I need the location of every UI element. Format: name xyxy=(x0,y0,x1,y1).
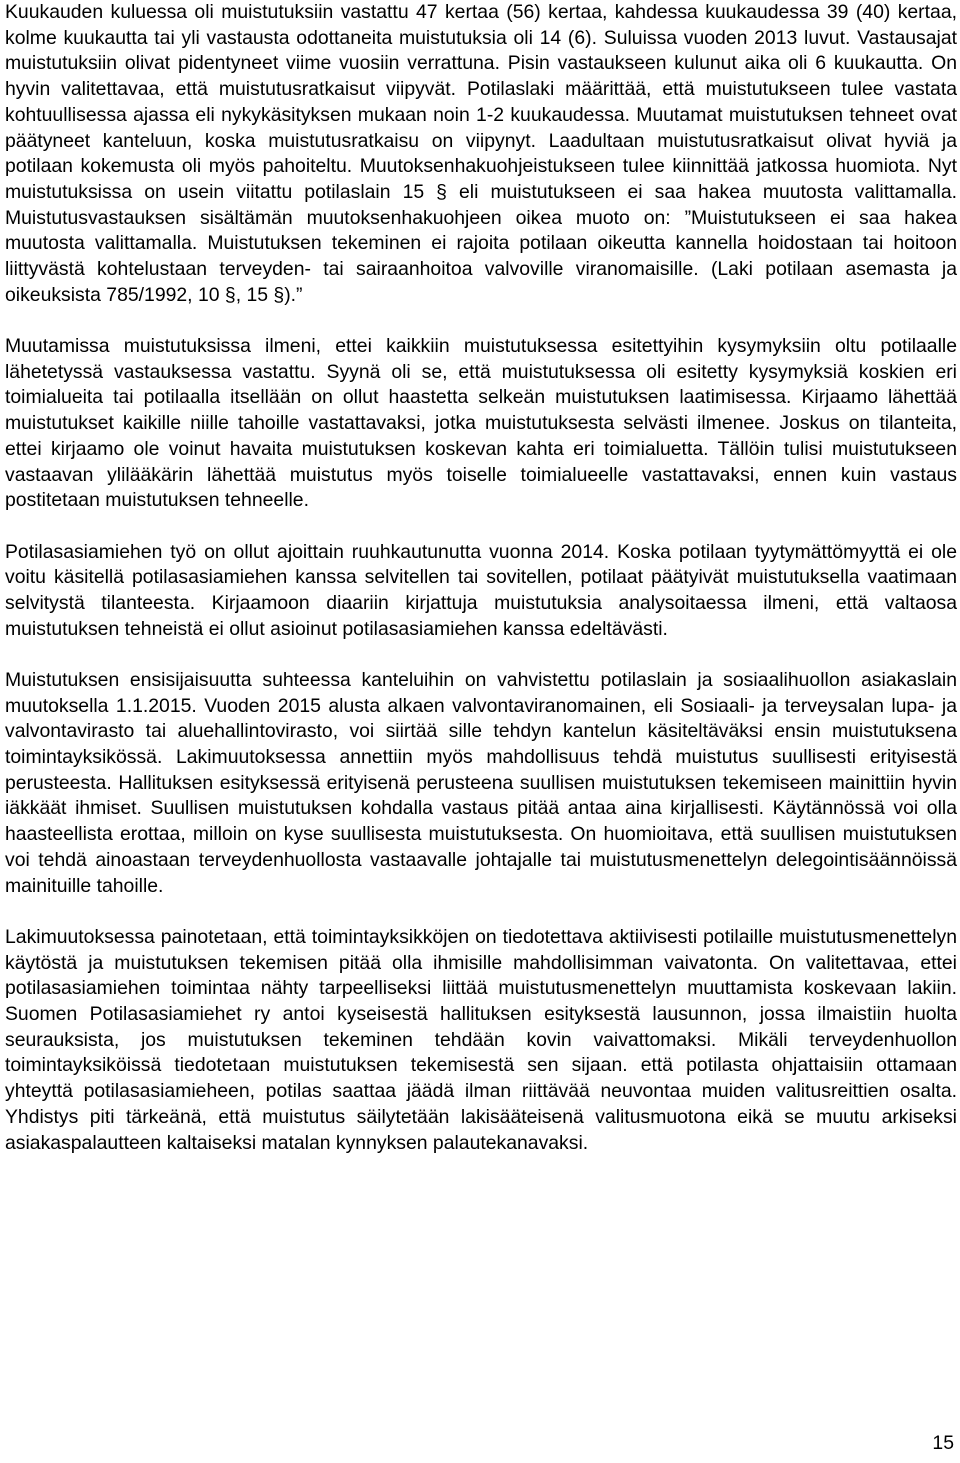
document-body xyxy=(5,0,957,1156)
paragraph-unanswered-questions: Muutamissa muistutuksissa ilmeni, ettei kaikkiin muistutuksessa esitettyihin kysymyksiin oltu potilaalle lähetetyssä vastauksessa vastattu. Syynä oli se, että muistutuksessa oli esitetty kysymyksiä koskien eri toimialueita tai potilaalla itsellään on ollut haastetta selkeän muistutuksen laatimisessa. Kirjaamo lähettää muistutukset kaikille niille tahoille vastattavaksi, jotka muistutuksesta selvästi ilmenee. Joskus on tilanteita, ettei kirjaamo ole voinut havaita muistutuksen koskevan kahta eri toimialuetta. Tällöin tulisi muistutukseen vastaavan ylilääkärin lähettää muistutus myös toiselle toimialueelle vastattavaksi, ennen kuin vastaus postitetaan muistutuksen tehneelle. xyxy=(5,335,957,512)
page-number: 15 xyxy=(932,1432,954,1454)
paragraph-patient-ombudsman-workload: Potilasasiamiehen työ on ollut ajoittain ruuhkautunutta vuonna 2014. Koska potilaan tyytymättömyyttä ei ole voitu käsitellä potilasasiamiehen kanssa selvitellen tai sovitellen, potilaat päätyivät muistutuksella vaatimaan selvitystä tilanteesta. Kirjaamoon diaariin kirjattuja muistutuksia analysoitaessa ilmeni, että valtaosa muistutuksen tehneistä ei ollut asioinut potilasasiamiehen kanssa edeltävästi. xyxy=(5,540,957,640)
paragraph-response-times: Kuukauden kuluessa oli muistutuksiin vastattu 47 kertaa (56) kertaa, kahdessa kuukaudessa 39 (40) kertaa, kolme kuukautta tai yli vastausta odottaneita muistutuksia oli 14 (6). Suluissa vuoden 2013 luvut. Vastausajat muistutuksiin olivat pidentyneet viime vuosiin verrattuna. Pisin vastaukseen kulunut aika oli 6 kuukautta. On hyvin valitettavaa, että muistutusratkaisut viipyvät. Potilaslaki määrittää, että muistutukseen tulee vastata kohtuullisessa ajassa eli nykykäsityksen mukaan noin 1-2 kuukaudessa. Muutamat muistutuksen tehneet ovat päätyneet kanteluun, koska muistutusratkaisu on viipynyt. Laadultaan muistutusratkaisut olivat hyviä ja potilaan kokemusta oli myös pahoiteltu. Muutoksenhakuohjeistukseen tulee kiinnittää jatkossa huomiota. Nyt muistutuksissa on usein viitattu potilaslain 15 § eli muistutukseen ei saa hakea muutosta valittamalla. Muistutusvastauksen sisältämän muutoksenhakuohjeen oikea muoto on: ”Muistutukseen ei saa hakea muutosta valittamalla. Muistutuksen tekeminen ei rajoita potilaan oikeutta kannella hoidostaan tai hoitoon liittyvästä kohtelustaan terveyden- tai sairaanhoitoa valvoville viranomaisille. (Laki potilaan asemasta ja oikeuksista 785/1992, 10 §, 15 §).” xyxy=(5,1,957,306)
paragraph-law-emphasis: Lakimuutoksessa painotetaan, että toimintayksikköjen on tiedotettava aktiivisesti potilaille muistutusmenettelyn käytöstä ja muistutuksen tekemisen pitää olla ihmisille mahdollisimman vaivatonta. On valitettavaa, ettei potilasasiamiehen toimintaa nähty tarpeelliseksi liittää muistutusmenettelyn muuttamista koskevaan lakiin. Suomen Potilasasiamiehet ry antoi kyseisestä hallituksen esityksestä lausunnon, jossa ilmaistiin huolta seurauksista, jos muistutuksen tekeminen tehdään kovin vaivattomaksi. Mikäli terveydenhuollon toimintayksiköissä tiedotetaan muistutuksen tekemisestä sen sijaan. että potilasta ohjattaisiin ottamaan yhteyttä potilasasiamieheen, potilas saattaa jäädä ilman riittävää neuvontaa muiden valitusreittien osalta. Yhdistys piti tärkeänä, että muistutus säilytetään lakisääteisenä valitusmuotona eikä se muutu arkiseksi asiakaspalautteen kaltaiseksi matalan kynnyksen palautekanavaksi. xyxy=(5,925,957,1154)
paragraph-law-amendment: Muistutuksen ensisijaisuutta suhteessa kanteluihin on vahvistettu potilaslain ja sosiaalihuollon asiakaslain muutoksella 1.1.2015. Vuoden 2015 alusta alkaen valvontaviranomainen, eli Sosiaali- ja terveysalan lupa- ja valvontavirasto tai aluehallintovirasto, voi siirtää sille tehdyn kantelun käsiteltäväksi ensin muistutuksena toimintayksikössä. Lakimuutoksessa annettiin myös mahdollisuus tehdä muistutus suullisesti erityisestä perusteesta. Hallituksen esityksessä erityisenä perusteena suullisen muistutuksen tekemiseen mainittiin hyvin iäkkäät ihmiset. Suullisen muistutuksen kohdalla vastaus pitää antaa aina kirjallisesti. Käytännössä voi olla haasteellista erottaa, milloin on kyse suullisesta muistutuksesta. On huomioitava, että suullisen muistutuksen voi tehdä ainoastaan terveydenhuollosta vastaavalle johtajalle tai muistutusmenettelyn delegointisäännöissä mainituille tahoille. xyxy=(5,668,957,897)
